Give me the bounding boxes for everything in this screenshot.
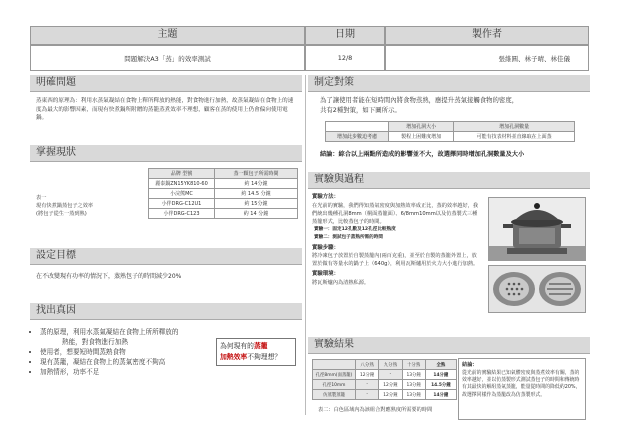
callout-red-1: 蒸籠 [253, 342, 268, 350]
list-item: • 加熱情形，功率不足 [40, 367, 215, 377]
plan-table-cell: 可能有技表材料並直線取在上面蒸 [454, 132, 575, 142]
table1-cell: 約 14 分鐘 [215, 209, 298, 219]
author-value: 張維圓、林子晴、林佳儀 [385, 45, 589, 71]
results-cell: 12分鐘 [356, 370, 379, 380]
table1-cell: 小浣熊MC [149, 189, 215, 199]
table1-header-brand: 品牌 型號 [149, 169, 215, 179]
callout-red-2: 加熱效率 [220, 353, 248, 361]
point-1: 實驗一：固定12孔數及12孔徑比較熟度 [314, 226, 396, 232]
table1-cell: 麗泰鍋ZN15YK810-60 [149, 179, 215, 189]
plan-line2: 共有2種對策，如下圖所示。 [320, 106, 401, 114]
plan-table-cell: 製程上困難度增加 [389, 132, 454, 142]
table-row [313, 390, 457, 400]
results-conclusion [458, 358, 586, 420]
left-column [30, 75, 302, 415]
plan-table-header: 增加孔洞大小 [389, 122, 454, 132]
table1-cell: 約 15分鐘 [215, 199, 298, 209]
current-table [148, 168, 298, 219]
steps-text: 將冷凍包子放置於自製蒸籠內(兩百克重)，並至於自製的蒸籠外置上，放置於做有等量水的鍋子上（640g），利用瓦斯爐用於火力大小進行加熱。 [312, 253, 479, 267]
target-text: 在不改變現有功率的情況下，蒸熟包子的時間減少20% [36, 273, 182, 280]
table-row [326, 132, 575, 142]
table1-cell: 小伴DRG-C123 [149, 209, 215, 219]
results-table-corner [313, 360, 356, 370]
right-column [308, 75, 590, 420]
point-2: 實驗二：測試包子蒸熟所需的時間 [314, 234, 383, 240]
results-cell: 12分鐘 [379, 380, 402, 390]
callout-line2 [220, 352, 292, 363]
results-title: 實驗結果 [308, 337, 590, 354]
steamer-trays-photo [488, 265, 586, 313]
plan-table [325, 121, 575, 142]
results-conclusion-text: 從光前的實驗結果已知氣體密度與蒸煮效率有關，蒸的效率越好，並以仿蒸製形式測試蒸包子的時間和傳統時有其最快的解組蒸氣蒸籠，能量從時間的降低約20%，故選擇同樣作為蒸籠改為仿蒸製形式。 [462, 369, 581, 398]
plan-body [308, 92, 590, 172]
plan-table-header: 增加孔洞數量 [454, 122, 575, 132]
results-cell: 13分鐘 [402, 380, 425, 390]
table-row [149, 189, 298, 199]
table1-caption [36, 194, 106, 218]
method-label: 實驗方法： [312, 194, 339, 200]
date-header: 日期 [305, 26, 385, 45]
cause-body [30, 320, 302, 400]
callout-line1 [220, 341, 292, 352]
results-cell: - [356, 380, 379, 390]
results-cell: - [356, 390, 379, 400]
table1-cell: 約 14.5 分鐘 [215, 189, 298, 199]
results-table-header: 八分熟 [356, 360, 379, 370]
callout-prefix: 為何現有的 [220, 342, 254, 350]
current-body [30, 162, 302, 248]
process-body [308, 189, 590, 337]
results-cell: 13分鐘 [402, 370, 425, 380]
env-text: 將瓦斯爐內為清熱私源。 [312, 279, 370, 286]
process-text [312, 193, 482, 287]
list-item: • 使用者，想要短時間蒸熟食物 [40, 347, 215, 357]
results-caption: 表二：白色區域內為該組合對應熟度所需要的時間 [318, 407, 433, 413]
method-text: 在光前的實驗，我們得知蒸氣密度與加熱效率成正比，蒸的效率越好，我們統出幾種孔洞8mm（桐面蒸籠面）、6/8mm10mm以及仿蒸製式三種蒸籠形式，比較蒸包子的時間。 [312, 202, 479, 225]
callout-suffix: 不夠理想？ [247, 353, 282, 361]
plan-title: 制定對策 [308, 75, 590, 92]
results-body [308, 354, 590, 432]
date-value: 12/8 [305, 45, 385, 71]
list-item: • 現有蒸籠，凝結在食物上的蒸氣密度不夠高 [40, 357, 215, 367]
problem-title: 明確問題 [30, 75, 302, 92]
table-row [149, 209, 298, 219]
target-title: 設定目標 [30, 248, 302, 265]
results-row-label: 孔徑8mm(面蒸籠) [313, 370, 356, 380]
results-cell: 12分鐘 [379, 390, 402, 400]
table-row [313, 370, 457, 380]
steamer-pot-photo [488, 197, 586, 261]
plan-conclusion: 結論：綜合以上兩點所造成的影響並不大，故選擇同時增加孔洞數量及大小 [320, 151, 525, 158]
results-row-label: 仿蒸製蒸籠 [313, 390, 356, 400]
column-divider [305, 75, 306, 415]
list-item: 熱能，對食物進行加熱 [62, 338, 128, 346]
process-title: 實驗與過程 [308, 172, 590, 189]
topic-value: 問題解決A3「蒸」的效率測試 [30, 45, 305, 71]
results-table [312, 359, 457, 400]
results-cell: 13分鐘 [402, 390, 425, 400]
table-row [149, 179, 298, 189]
results-cell: - [379, 370, 402, 380]
table1-cell: 約 14分鐘 [215, 179, 298, 189]
table1-caption-line2: 現有快煮鍋蒸包子之效率 [36, 203, 94, 209]
results-row-label: 孔徑10mm [313, 380, 356, 390]
plan-line1: 為了讓使用者能在短時間內將食物蒸熟，應提升蒸氣接觸食物的密度， [320, 96, 519, 104]
results-table-header: 十分熟 [402, 360, 425, 370]
problem-text: 蒸東西的原理為：利用水蒸氣凝結在食物上釋所釋放的熱能，對食物進行加熱，故蒸氣凝結在食物上的速度為最大的影響因素，而現有快煮鍋所附贈的蒸籠蒸煮效率不理想，顧客在蒸的使用上仍會偏向使用電鍋。 [36, 98, 294, 121]
cause-callout [216, 338, 296, 366]
list-item: • 蒸的原理，利用水蒸氣凝結在食物上所所釋放的 [40, 327, 215, 337]
steps-label: 實驗步驟： [312, 244, 339, 251]
table-row [149, 199, 298, 209]
plan-table-corner [326, 122, 389, 132]
table1-header-time: 蒸一顆包子所需時間 [215, 169, 298, 179]
topic-header: 主題 [30, 26, 305, 45]
results-cell: 14分鐘 [425, 370, 456, 380]
author-header: 製作者 [385, 26, 589, 45]
table1-caption-line1: 表一 [36, 195, 47, 201]
env-label: 實驗環境： [312, 271, 339, 277]
current-title: 掌握現狀 [30, 145, 302, 162]
cause-list [32, 327, 215, 377]
plan-table-cell: 增加此步數迫考慮 [326, 132, 389, 142]
table-row [313, 380, 457, 390]
results-table-header: 全熟 [425, 360, 456, 370]
table1-cell: 小伴DRG-C12U1 [149, 199, 215, 209]
results-conclusion-label: 結論： [462, 362, 478, 368]
results-cell: 14.5分鐘 [425, 380, 456, 390]
cause-title: 找出真因 [30, 303, 302, 320]
results-cell: 14分鐘 [425, 390, 456, 400]
table1-caption-line3: (將包子從生一蒸到熟) [36, 211, 87, 217]
results-table-header: 九分熟 [379, 360, 402, 370]
